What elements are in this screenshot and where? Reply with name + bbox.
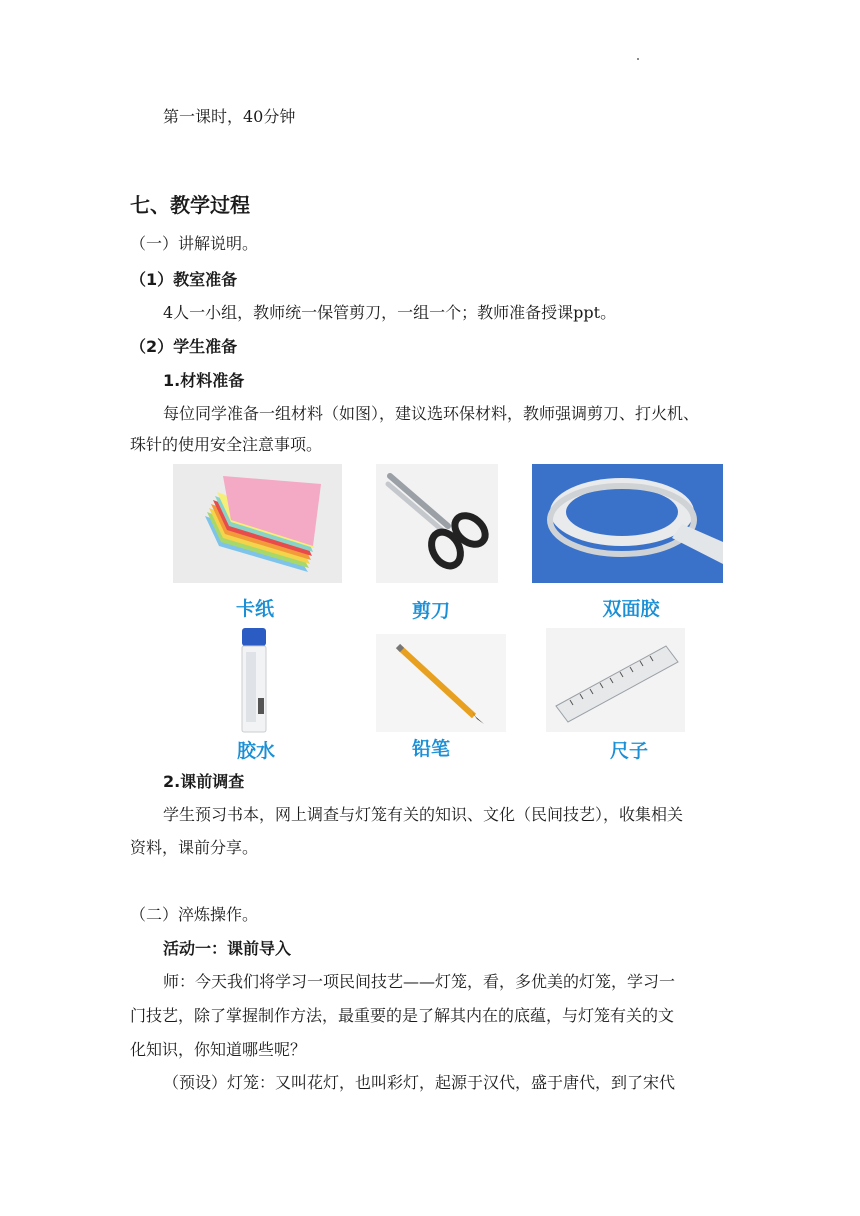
survey-text-line1: 学生预习书本，网上调查与灯笼有关的知识、文化（民间技艺），收集相关 <box>163 805 684 824</box>
tape-image <box>532 464 723 583</box>
page-dot <box>637 58 639 60</box>
survey-title: 2.课前调查 <box>163 772 245 791</box>
glue-image <box>234 628 274 734</box>
materials-title: 1.材料准备 <box>163 371 245 390</box>
tape-label: 双面胶 <box>602 598 660 620</box>
materials-text-line1: 每位同学准备一组材料（如图），建议选环保材料，教师强调剪刀、打火机、 <box>163 404 700 423</box>
scissors-label: 剪刀 <box>411 600 450 622</box>
cardstock-image <box>173 464 342 583</box>
teacher-text-line3: 化知识，你知道哪些呢？ <box>130 1040 307 1059</box>
lesson-time: 第一课时，40分钟 <box>163 107 296 126</box>
pencil-label: 铅笔 <box>411 738 450 760</box>
classroom-prep-title: （1）教室准备 <box>130 270 238 289</box>
ruler-label: 尺子 <box>609 740 648 762</box>
activity1-title: 活动一：课前导入 <box>163 939 292 958</box>
survey-text-line2: 资料，课前分享。 <box>130 838 259 857</box>
teacher-text-line2: 门技艺，除了掌握制作方法，最重要的是了解其内在的底蕴，与灯笼有关的文 <box>130 1006 675 1025</box>
part2-heading: （二）淬炼操作。 <box>130 905 259 924</box>
cardstock-label: 卡纸 <box>235 598 274 620</box>
materials-text-line2: 珠针的使用安全注意事项。 <box>130 435 323 454</box>
glue-label: 胶水 <box>236 740 275 762</box>
ruler-image <box>546 628 685 732</box>
preset-text: （预设）灯笼：又叫花灯，也叫彩灯，起源于汉代，盛于唐代，到了宋代 <box>163 1073 676 1092</box>
classroom-prep-text: 4人一小组，教师统一保管剪刀，一组一个；教师准备授课ppt。 <box>163 303 617 322</box>
pencil-image <box>376 634 506 732</box>
student-prep-title: （2）学生准备 <box>130 337 238 356</box>
part1-heading: （一）讲解说明。 <box>130 234 259 253</box>
section-heading: 七、教学过程 <box>130 193 250 217</box>
teacher-text-line1: 师：今天我们将学习一项民间技艺——灯笼，看，多优美的灯笼，学习一 <box>163 972 676 991</box>
scissors-image <box>376 464 498 583</box>
